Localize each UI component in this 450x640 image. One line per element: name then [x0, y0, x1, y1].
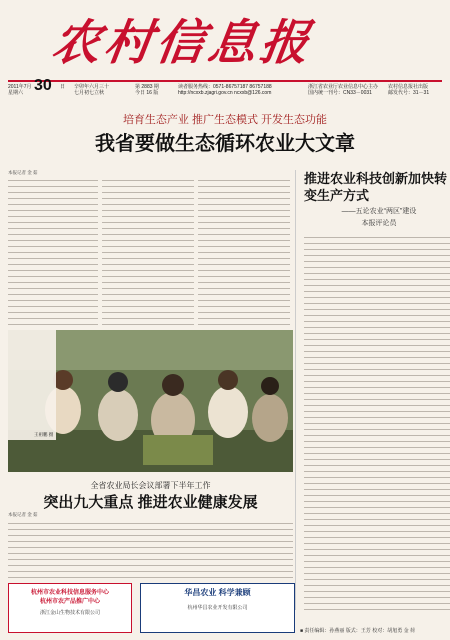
- right-body: [304, 234, 450, 614]
- cn-number: 国内统一刊号：CN33－0031: [308, 90, 372, 96]
- second-body: [8, 520, 293, 578]
- ad-left-title: 杭州市农业科技信息服务中心: [30, 590, 109, 596]
- ad-left-brand: 浙江金山生物技术有限公司: [39, 610, 100, 616]
- publisher: 农村信息报社出版: [388, 84, 429, 90]
- photo-credit: 王祖鹏 摄: [34, 432, 54, 437]
- date-day: 30: [34, 77, 52, 94]
- right-subtitle: ——五论农业“两区”建设: [341, 208, 417, 215]
- page-footer: ■ 责任编辑：孙燕丽 版式：王芳 校对：胡旭勇 金 荷: [300, 628, 415, 634]
- ad-left: [8, 583, 132, 633]
- info-bar: [8, 80, 442, 94]
- right-byline: 本报评论员: [361, 220, 397, 227]
- ad-left-sub: 杭州市农产品推广中心: [39, 599, 100, 605]
- date-suffix: 日: [60, 84, 66, 90]
- page-count: 今日 16 版: [135, 90, 159, 96]
- second-headline: 突出九大重点 推进农业健康发展: [43, 494, 258, 511]
- right-column: [295, 170, 450, 610]
- lead-body-col1: [8, 177, 98, 327]
- ad-right: [140, 583, 295, 633]
- weekday: 星期六: [8, 90, 24, 96]
- lead-kicker: 培育生态产业 推广生态模式 开发生态功能: [122, 114, 328, 126]
- ad-right-sub: 杭州华昌农业开发有限公司: [187, 605, 248, 611]
- date-prefix: 2011年7月: [8, 84, 32, 90]
- masthead: [8, 4, 442, 82]
- news-photo: [8, 330, 293, 472]
- second-kicker: 全省农业局长会议部署下半年工作: [90, 481, 211, 490]
- second-byline: 本报记者 金 茹: [8, 512, 38, 517]
- lead-byline: 本报记者 金 茹: [8, 170, 38, 175]
- post-code: 邮发代号：31－31: [388, 90, 430, 96]
- photo-caption-box: [8, 330, 56, 440]
- ad-right-title: 华昌农业 科学兼顾: [184, 588, 251, 597]
- website: http://ncxxb.zjagri.gov.cn ncxxb@126.com: [178, 90, 272, 96]
- issue-number: 第 2883 期: [135, 84, 159, 90]
- sponsor: 浙江省农业厅农业信息中心主办: [308, 84, 379, 90]
- solar-term: 七月初七立秋: [74, 90, 105, 96]
- lead-headline: 我省要做生态循环农业大文章: [95, 133, 355, 155]
- hotline: 读者服务热线：0571-86757187 86757188: [178, 84, 272, 90]
- lead-body-col2: [102, 177, 194, 327]
- right-headline: 推进农业科技创新加快转变生产方式: [304, 171, 448, 203]
- newspaper-logo: 农村信息报: [48, 15, 317, 71]
- lunar-date: 辛卯年六月三十: [74, 84, 110, 90]
- lead-body-col3: [198, 177, 290, 327]
